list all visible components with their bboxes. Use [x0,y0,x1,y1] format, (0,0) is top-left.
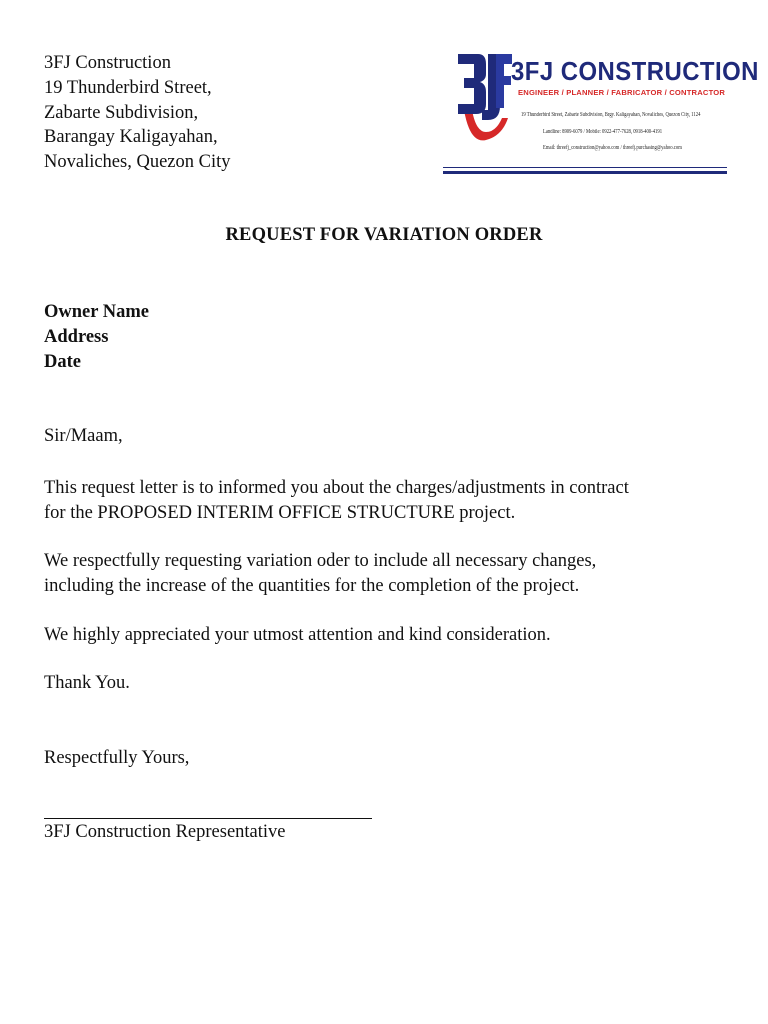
paragraph-line: This request letter is to informed you about the charges/adjustments in contract [44,478,629,498]
letterhead-address: 19 Thunderbird Street, Zabarte Subdivision, Brgy. Kaligayahan, Novaliches, Quezon City, 1124 [521,112,701,118]
signer-title: 3FJ Construction Representative [44,822,286,842]
thank-you-line: Thank You. [44,673,130,693]
body-paragraph [44,623,551,648]
recipient-address: Address [44,327,109,347]
recipient-block [44,300,149,375]
body-paragraph [44,549,596,598]
company-logo-icon [456,48,512,148]
sender-line: Barangay Kaligayahan, [44,127,218,148]
salutation: Sir/Maam, [44,426,123,446]
closing-line: Respectfully Yours, [44,748,190,768]
recipient-name: Owner Name [44,302,149,322]
sender-line: Zabarte Subdivision, [44,102,199,123]
letterhead-tagline: ENGINEER / PLANNER / FABRICATOR / CONTRACTOR [518,88,726,97]
company-letterhead [443,44,759,175]
letterhead-company-name: 3FJ CONSTRUCTION [511,56,759,86]
letterhead-divider-thin [443,167,727,168]
recipient-date: Date [44,352,81,372]
paragraph-line: We highly appreciated your utmost attention and kind consideration. [44,625,551,645]
letter-title: REQUEST FOR VARIATION ORDER [225,225,543,245]
letterhead-phone: Landline: 8909-6079 / Mobile: 0922-477-7628, 0918-400-4191 [543,129,663,135]
paragraph-line: including the increase of the quantities for the completion of the project. [44,575,580,596]
letterhead-email: Email: threefj_construction@yahoo.com / threefj.purchasing@yahoo.com [543,145,682,151]
sender-line: Novaliches, Quezon City [44,152,231,173]
sender-line: 3FJ Construction [44,53,171,73]
body-paragraph [44,476,629,525]
letterhead-divider [443,171,727,174]
logo-text: 3JF [456,48,458,49]
paragraph-line: for the PROPOSED INTERIM OFFICE STRUCTURE project. [44,502,516,523]
paragraph-line: We respectfully requesting variation oder to include all necessary changes, [44,551,597,571]
sender-line: 19 Thunderbird Street, [44,77,212,98]
sender-address-block [44,51,231,175]
signature-line [44,818,372,819]
